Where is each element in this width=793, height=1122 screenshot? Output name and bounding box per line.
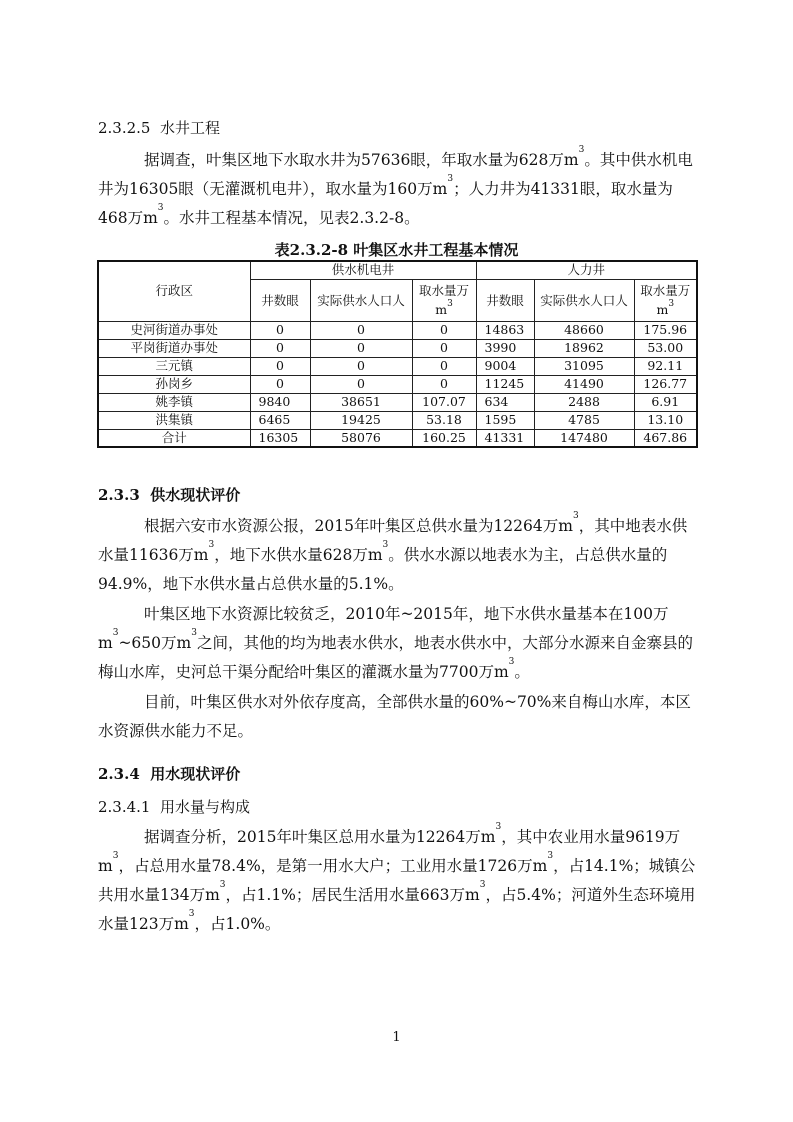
cell: 13.10 (634, 411, 697, 429)
section-number: 2.3.3 (98, 486, 140, 504)
cell: 38651 (310, 393, 412, 411)
section-heading-233 (98, 484, 240, 505)
table-caption: 表2.3.2-8 叶集区水井工程基本情况 (274, 241, 519, 259)
cell: 126.77 (634, 375, 697, 393)
cell: 41490 (534, 375, 634, 393)
header-population (310, 279, 412, 321)
text-run: 据调查，叶集区地下水取水井为57636眼，年取水量为628万m (144, 151, 579, 169)
text-run: ，占1.1%；居民生活用水量663万m (225, 886, 480, 904)
header-population (534, 279, 634, 321)
cell: 11245 (476, 375, 534, 393)
text-run: ，其中农业用水量9619万m (98, 828, 681, 875)
cell: 31095 (534, 357, 634, 375)
cell: 6465 (250, 411, 310, 429)
superscript: 3 (447, 174, 454, 184)
cell-region: 姚李镇 (98, 393, 250, 411)
cell: 0 (412, 339, 476, 357)
header-region: 行政区 (98, 261, 250, 321)
paragraph-supply (98, 512, 698, 599)
cell: 0 (250, 357, 310, 375)
cell: 3990 (476, 339, 534, 357)
table-row (98, 357, 697, 375)
section-heading-234 (98, 763, 240, 784)
text-run: ，占14.1%；城镇公共用水量134万m (98, 857, 696, 904)
section-heading-2325 (98, 117, 220, 138)
text-run: ；人力井为41331眼，取水量为468万m (98, 180, 673, 227)
text-run: 。水井工程基本情况，见表2.3.2-8。 (163, 209, 420, 227)
text-run: 。 (514, 663, 530, 681)
cell: 41331 (476, 429, 534, 447)
page-number: 1 (392, 1030, 401, 1045)
cell-region: 平岗街道办事处 (98, 339, 250, 357)
paragraph-groundwater (98, 600, 698, 687)
cell: 9004 (476, 357, 534, 375)
header-text: 取水量万m (640, 283, 691, 317)
table-row (98, 411, 697, 429)
paragraph-usage (98, 823, 698, 939)
header-well-count (476, 279, 534, 321)
cell: 92.11 (634, 357, 697, 375)
superscript: 3 (447, 299, 453, 309)
superscript: 3 (188, 909, 195, 919)
cell: 0 (310, 357, 412, 375)
header-text: 实际供水人口人 (317, 292, 405, 308)
cell: 175.96 (634, 321, 697, 339)
text-run: 根据六安市水资源公报，2015年叶集区总供水量为12264万m (144, 517, 573, 535)
cell-region: 洪集镇 (98, 411, 250, 429)
header-group-manual-wells: 人力井 (476, 261, 697, 279)
header-group-electric-wells: 供水机电井 (250, 261, 476, 279)
cell-region: 三元镇 (98, 357, 250, 375)
cell: 0 (310, 339, 412, 357)
table-row (98, 321, 697, 339)
cell-region: 史河街道办事处 (98, 321, 250, 339)
superscript: 3 (208, 540, 215, 550)
text-run: 。供水水源以地表水为主，占总供水量的94.9%，地下水供水量占总供水量的5.1%。 (98, 546, 668, 593)
table-row (98, 339, 697, 357)
cell: 634 (476, 393, 534, 411)
cell: 0 (250, 321, 310, 339)
section-heading-2341 (98, 796, 250, 817)
cell: 147480 (534, 429, 634, 447)
text-run: ，占1.0%。 (194, 915, 281, 933)
header-volume (412, 279, 476, 321)
text-run: 。其中供水机电井为16305眼（无灌溉机电井），取水量为160万m (98, 151, 693, 198)
header-volume (634, 279, 697, 321)
header-text: 井数眼 (486, 292, 524, 308)
cell: 58076 (310, 429, 412, 447)
cell-region: 孙岗乡 (98, 375, 250, 393)
cell: 16305 (250, 429, 310, 447)
cell: 0 (310, 321, 412, 339)
superscript: 3 (668, 299, 675, 309)
paragraph-dependence (98, 688, 698, 746)
section-title: 供水现状评价 (150, 486, 241, 504)
cell: 6.91 (634, 393, 697, 411)
cell: 14863 (476, 321, 534, 339)
paragraph-wells (98, 146, 698, 233)
text-run: ，地下水供水量628万m (214, 546, 383, 564)
section-title: 用水量与构成 (160, 798, 251, 816)
text-run: 据调查分析，2015年叶集区总用水量为12264万m (144, 828, 496, 846)
text-run: ~650万m (118, 634, 192, 652)
cell: 0 (310, 375, 412, 393)
table-row (98, 393, 697, 411)
cell: 48660 (534, 321, 634, 339)
text-run: 目前，叶集区供水对外依存度高，全部供水量的60%~70%来自梅山水库，本区水资源供水能力不足。 (98, 693, 691, 740)
section-title: 水井工程 (160, 119, 221, 137)
superscript: 3 (495, 822, 502, 832)
header-well-count (250, 279, 310, 321)
superscript: 3 (219, 880, 226, 890)
text-run: 之间，其他的均为地表水供水，地表水供水中，大部分水源来自金寨县的梅山水库，史河总干渠分配给叶集区的灌溉水量为7700万m (98, 634, 693, 681)
cell: 0 (412, 357, 476, 375)
cell: 2488 (534, 393, 634, 411)
superscript: 3 (479, 880, 486, 890)
cell: 53.00 (634, 339, 697, 357)
section-number: 2.3.4 (98, 765, 140, 783)
table-row (98, 375, 697, 393)
section-title: 用水现状评价 (150, 765, 241, 783)
superscript: 3 (112, 628, 119, 638)
cell: 0 (412, 375, 476, 393)
wells-table (97, 260, 698, 448)
cell: 18962 (534, 339, 634, 357)
superscript: 3 (157, 203, 164, 213)
section-number: 2.3.4.1 (98, 798, 151, 816)
text-run: 叶集区地下水资源比较贫乏，2010年~2015年，地下水供水量基本在100万m (98, 605, 669, 652)
cell: 9840 (250, 393, 310, 411)
superscript: 3 (547, 851, 554, 861)
cell: 467.86 (634, 429, 697, 447)
text-run: ，占总用水量78.4%，是第一用水大户；工业用水量1726万m (118, 857, 548, 875)
section-number: 2.3.2.5 (98, 119, 151, 137)
cell: 160.25 (412, 429, 476, 447)
cell-region: 合计 (98, 429, 250, 447)
superscript: 3 (578, 145, 585, 155)
header-text: 实际供水人口人 (540, 292, 628, 308)
cell: 0 (250, 339, 310, 357)
superscript: 3 (191, 628, 197, 638)
cell: 107.07 (412, 393, 476, 411)
superscript: 3 (382, 540, 389, 550)
text-run: ，其中地表水供水量11636万m (98, 517, 688, 564)
header-text: 取水量万m (418, 283, 469, 317)
cell: 1595 (476, 411, 534, 429)
superscript: 3 (572, 511, 579, 521)
cell: 19425 (310, 411, 412, 429)
cell: 4785 (534, 411, 634, 429)
superscript: 3 (508, 657, 515, 667)
cell: 0 (250, 375, 310, 393)
cell: 53.18 (412, 411, 476, 429)
cell: 0 (412, 321, 476, 339)
header-text: 井数眼 (261, 292, 299, 308)
text-run: ，占5.4%；河道外生态环境用水量123万m (98, 886, 696, 933)
superscript: 3 (112, 851, 119, 861)
table-row-total (98, 429, 697, 447)
